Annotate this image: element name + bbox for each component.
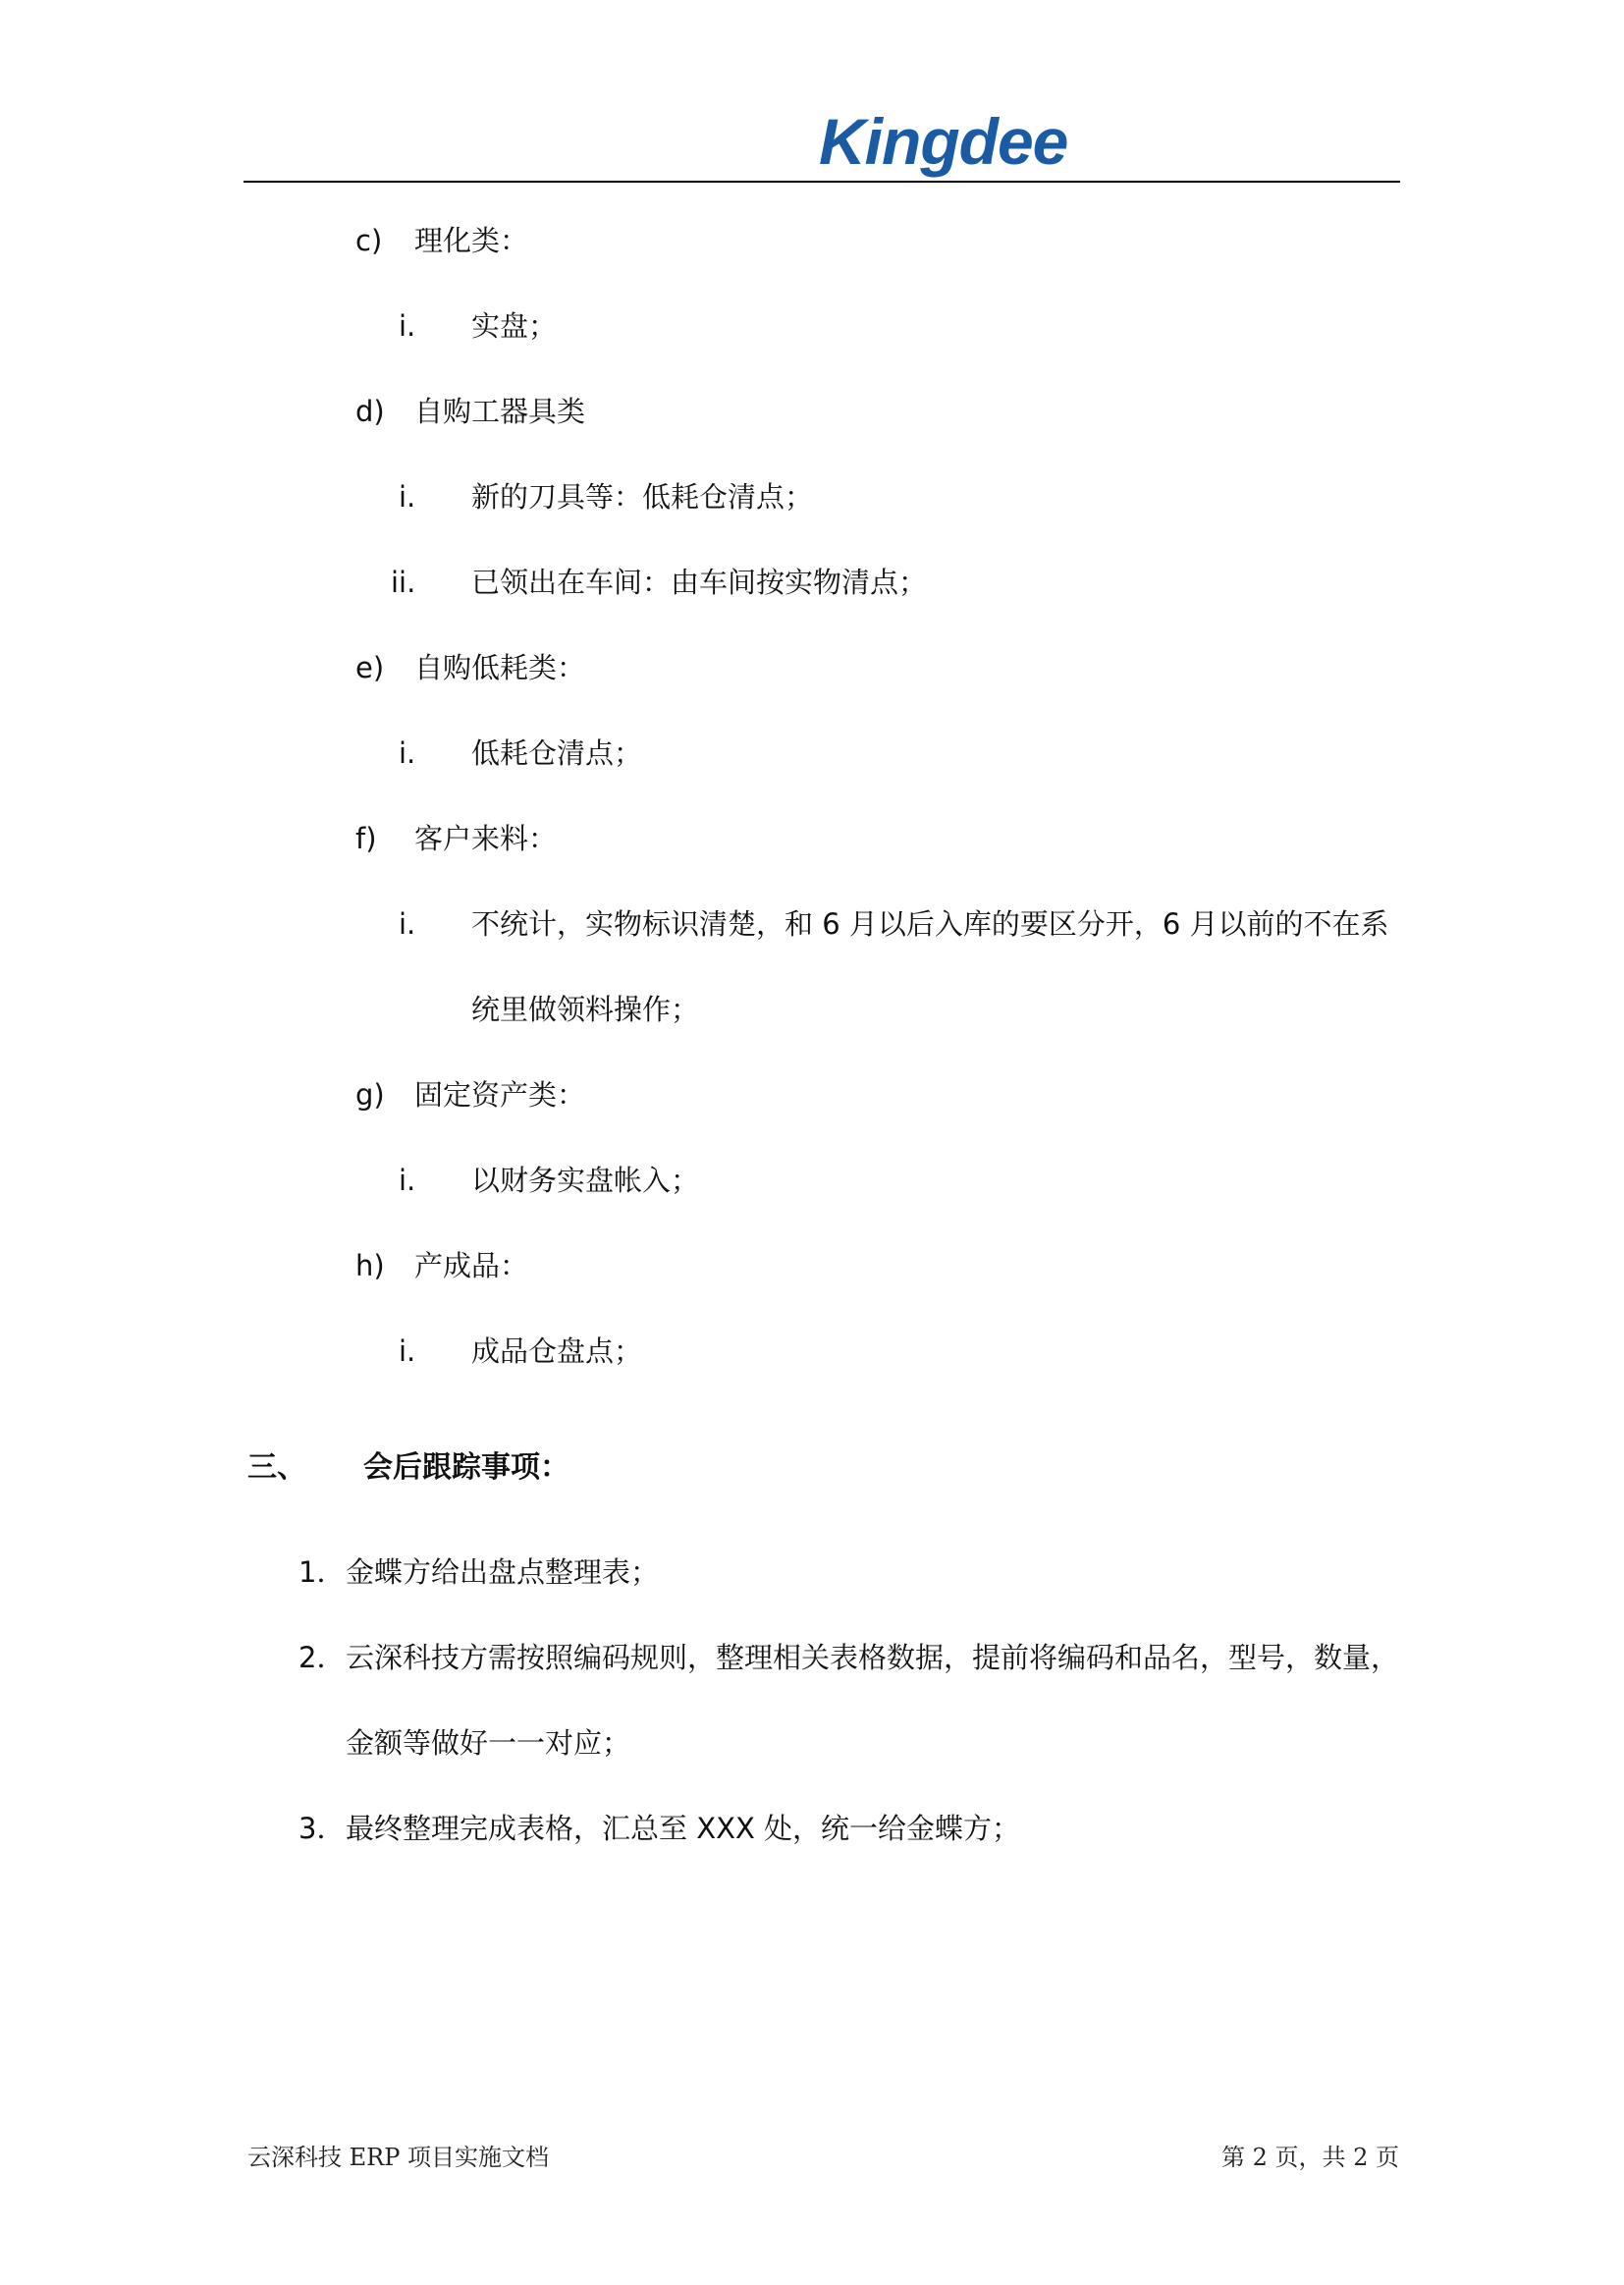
- list-marker: ii.: [391, 566, 416, 599]
- list-text: 最终整理完成表格，汇总至 XXX 处，统一给金蝶方；: [346, 1812, 1021, 1845]
- list-marker: d): [355, 395, 385, 428]
- list-text: 产成品：: [414, 1249, 529, 1282]
- footer-page-number: 第 2 页，共 2 页: [1221, 2144, 1400, 2171]
- list-marker: e): [355, 651, 385, 684]
- list-text: 客户来料：: [414, 822, 558, 855]
- list-marker: i.: [399, 480, 416, 514]
- list-marker: i.: [399, 309, 416, 343]
- list-text: 以财务实盘帐入；: [471, 1164, 700, 1197]
- list-text: 实盘；: [471, 309, 558, 343]
- list-text: 已领出在车间：由车间按实物清点；: [471, 566, 928, 599]
- list-marker: 2．: [298, 1641, 346, 1674]
- list-marker: i.: [399, 736, 416, 770]
- header-divider: [244, 181, 1400, 183]
- list-text: 云深科技方需按照编码规则，整理相关表格数据，提前将编码和品名，型号，数量，: [346, 1641, 1400, 1674]
- section-title: 会后跟踪事项：: [363, 1450, 569, 1485]
- list-marker: g): [355, 1078, 385, 1112]
- list-text: 新的刀具等：低耗仓清点；: [471, 480, 814, 514]
- list-marker: i.: [399, 1164, 416, 1197]
- list-marker: h): [355, 1249, 385, 1282]
- list-text: 统里做领料操作；: [471, 993, 700, 1026]
- list-text: 固定资产类：: [414, 1078, 586, 1112]
- list-text: 自购低耗类：: [414, 651, 586, 684]
- list-marker: 1．: [298, 1555, 346, 1589]
- list-marker: i.: [399, 1334, 416, 1368]
- list-text: 金蝶方给出盘点整理表；: [346, 1555, 660, 1589]
- list-text: 自购工器具类: [414, 395, 586, 428]
- section-number: 三、: [247, 1450, 306, 1485]
- list-marker: c): [355, 224, 383, 257]
- footer-left: 云深科技 ERP 项目实施文档: [247, 2144, 549, 2171]
- list-text: 低耗仓清点；: [471, 736, 643, 770]
- list-text: 理化类：: [414, 224, 529, 257]
- list-marker: 3．: [298, 1812, 346, 1845]
- list-marker: f): [355, 822, 377, 855]
- list-text: 成品仓盘点；: [471, 1334, 643, 1368]
- list-text: 金额等做好一一对应；: [346, 1726, 631, 1760]
- list-text: 不统计，实物标识清楚，和 6 月以后入库的要区分开，6 月以前的不在系: [471, 907, 1389, 941]
- list-marker: i.: [399, 907, 416, 941]
- kingdee-logo: Kingdee: [819, 105, 1068, 178]
